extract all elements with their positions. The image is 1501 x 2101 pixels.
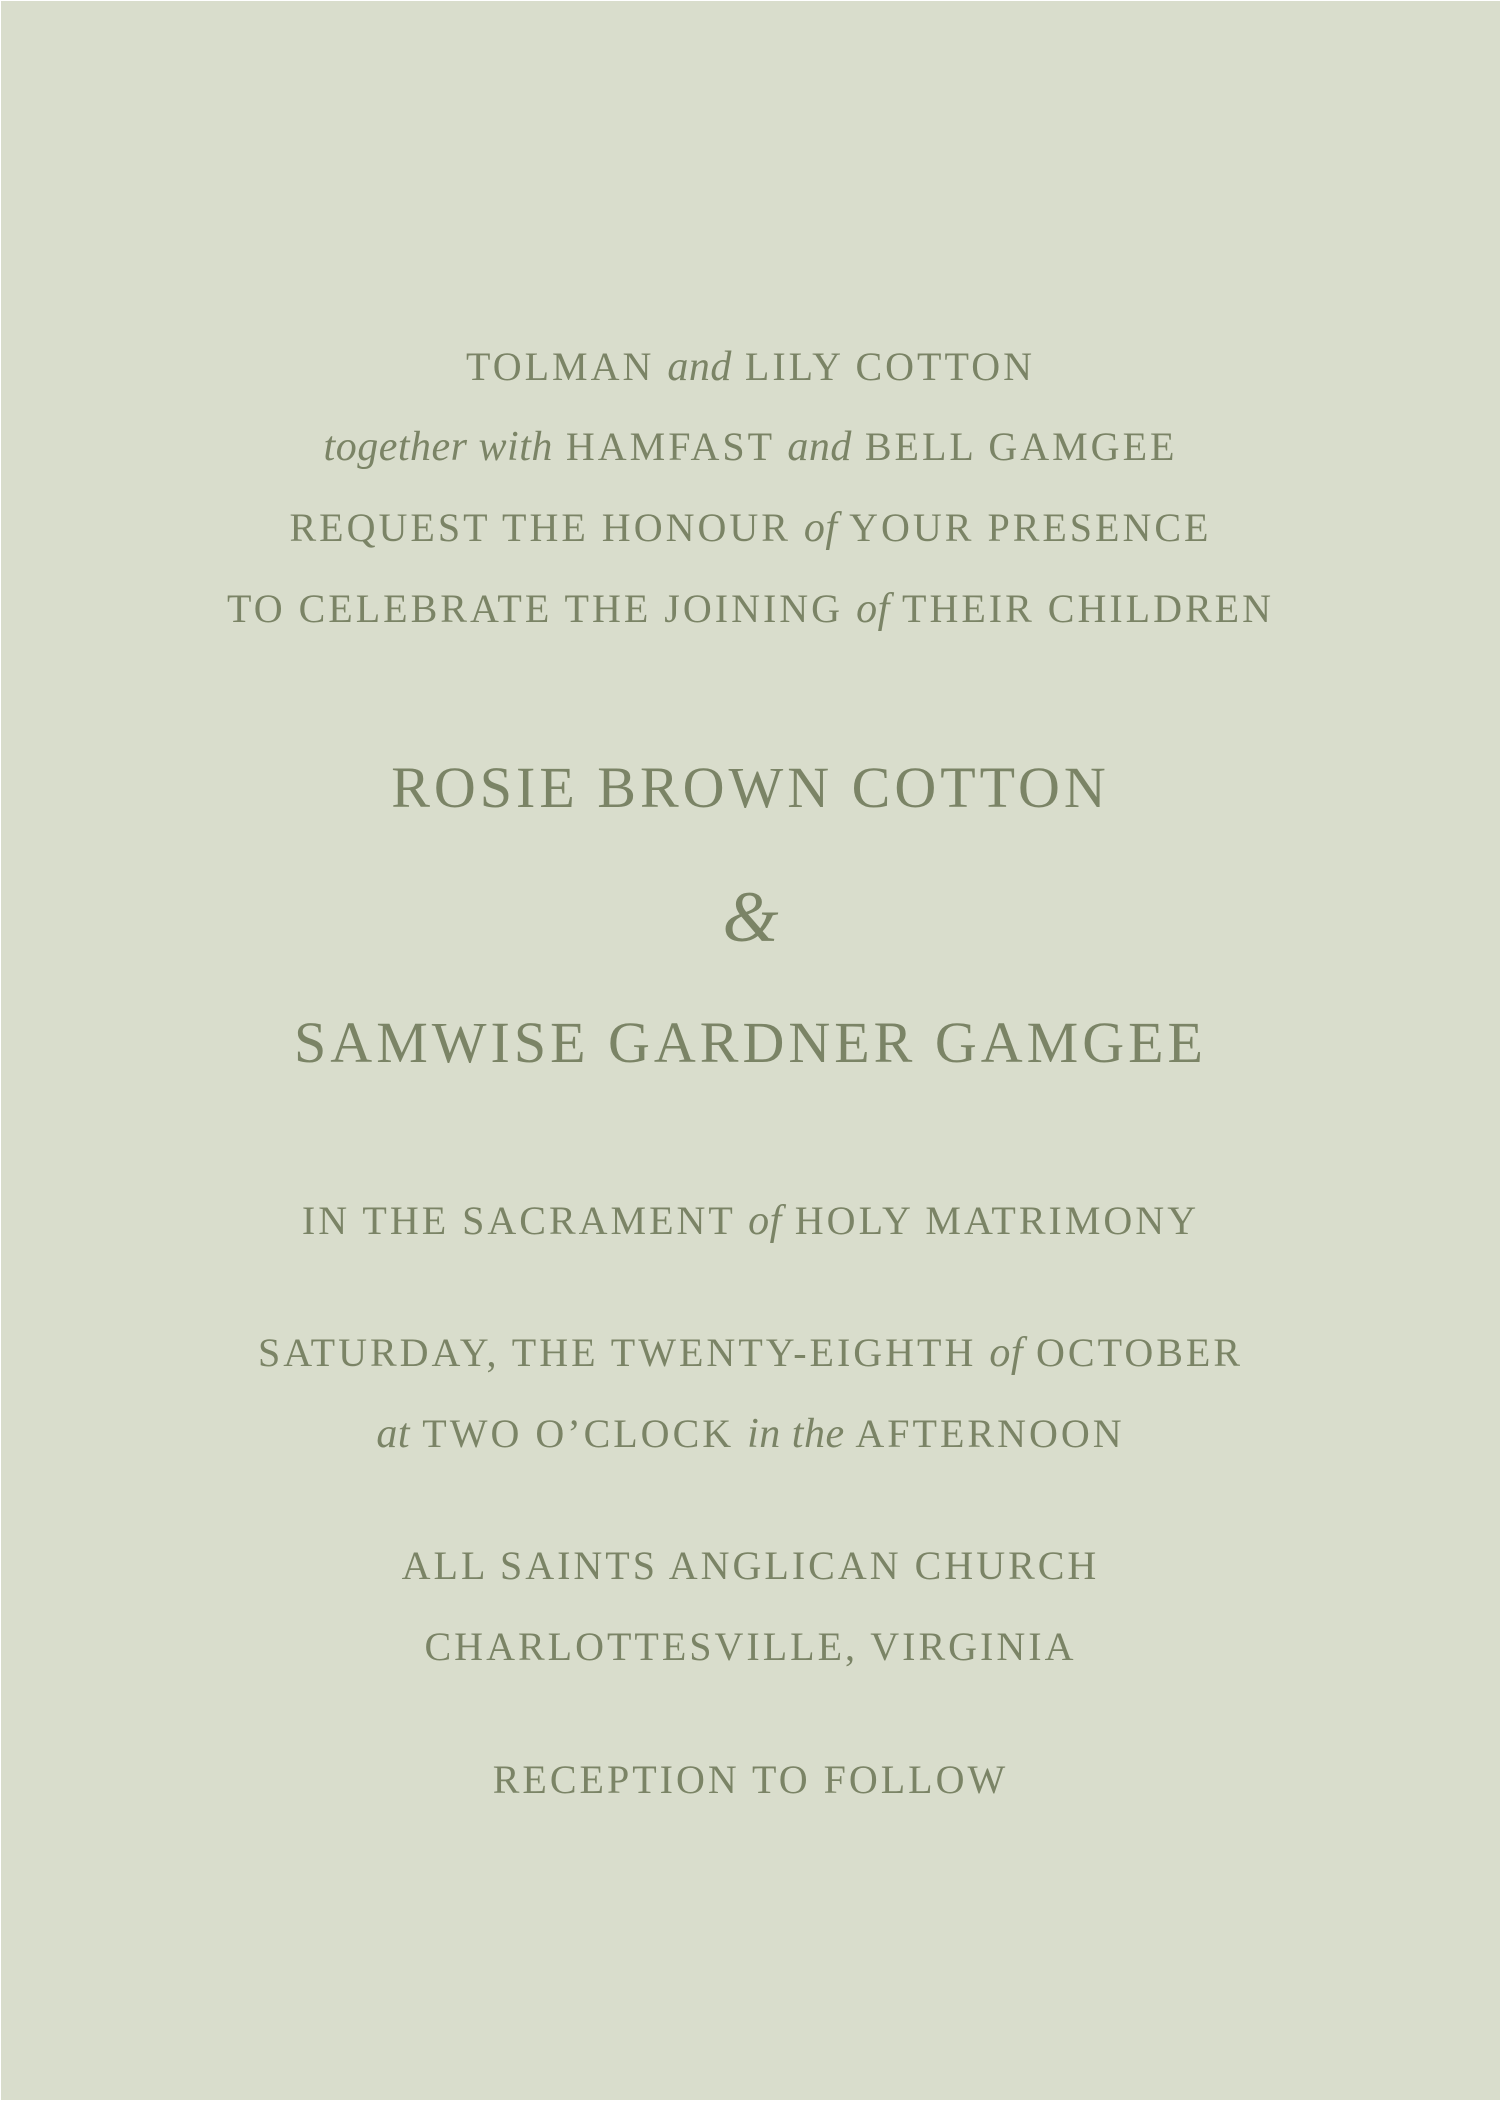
connector-word: of — [748, 1198, 782, 1244]
date-line — [1, 1332, 1500, 1374]
ampersand-ornament: & — [722, 877, 779, 957]
host-names-groom-mother: BELL GAMGEE — [864, 424, 1178, 469]
time-line — [1, 1413, 1500, 1455]
time-text: AFTERNOON — [855, 1411, 1125, 1456]
ceremony-line — [1, 1200, 1500, 1242]
date-month: OCTOBER — [1036, 1330, 1244, 1375]
ceremony-text: IN THE SACRAMENT — [301, 1198, 736, 1243]
ceremony-text: HOLY MATRIMONY — [794, 1198, 1200, 1243]
hosts-line-3 — [1, 507, 1500, 549]
celebrate-text: TO CELEBRATE THE JOINING — [227, 586, 844, 631]
connector-word: and — [667, 344, 732, 390]
connector-word: of — [989, 1330, 1024, 1376]
hosts-line-4 — [1, 588, 1500, 630]
venue-city: CHARLOTTESVILLE, VIRGINIA — [424, 1624, 1077, 1669]
request-text: REQUEST THE HONOUR — [289, 505, 791, 550]
date-text: SATURDAY, THE TWENTY-EIGHTH — [257, 1330, 977, 1375]
connector-word: in the — [747, 1411, 845, 1457]
hosts-line-1 — [1, 346, 1500, 388]
request-text: YOUR PRESENCE — [849, 505, 1212, 550]
connector-word: at — [376, 1411, 410, 1457]
connector-word: together with — [323, 424, 553, 470]
reception-note: RECEPTION TO FOLLOW — [492, 1757, 1009, 1802]
celebrate-text: THEIR CHILDREN — [902, 586, 1274, 631]
time-text: TWO O’CLOCK — [422, 1411, 735, 1456]
connector-word: and — [787, 424, 852, 470]
bride-name: ROSIE BROWN COTTON — [391, 755, 1110, 820]
host-names-groom-father: HAMFAST — [565, 424, 775, 469]
groom-name: SAMWISE GARDNER GAMGEE — [294, 1010, 1207, 1075]
venue-name: ALL SAINTS ANGLICAN CHURCH — [401, 1543, 1100, 1588]
host-names-bride-father: TOLMAN — [466, 344, 655, 389]
hosts-line-2 — [1, 426, 1500, 468]
connector-word: of — [856, 586, 890, 632]
host-names-bride-mother: LILY COTTON — [744, 344, 1035, 389]
connector-word: of — [803, 505, 838, 551]
invitation-card — [1, 1, 1500, 2100]
